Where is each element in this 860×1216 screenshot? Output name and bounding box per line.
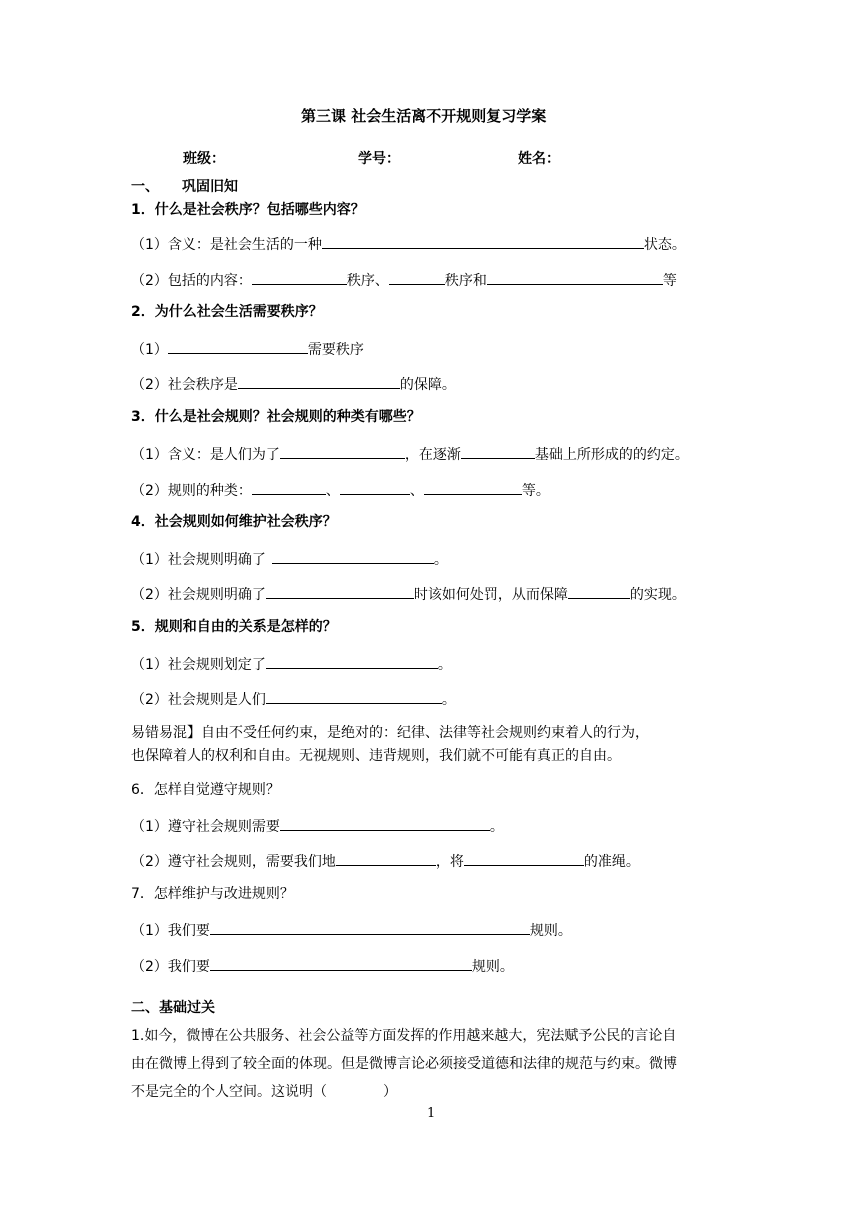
text-segment: 状态。 <box>643 237 686 253</box>
text-segment: （1）遵守社会规则需要 <box>131 819 280 835</box>
paragraph-line-3: 不是完全的个人空间。这说明（ ） <box>131 1084 397 1100</box>
q6-answer-1 <box>131 815 504 837</box>
section1-number: 一、 <box>131 179 159 195</box>
text-segment: （2）社会秩序是 <box>131 377 238 393</box>
text-segment: （2）社会规则是人们 <box>131 692 266 708</box>
q4-answer-1 <box>131 548 448 570</box>
q2-answer-2 <box>131 373 456 395</box>
fill-blank[interactable] <box>461 443 535 459</box>
question-4: 4．社会规则如何维护社会秩序？ <box>131 514 337 530</box>
q6-answer-2 <box>131 850 640 872</box>
fill-blank[interactable] <box>487 269 663 285</box>
text-segment: 。 <box>433 552 448 568</box>
text-segment: （2）包括的内容： <box>131 273 252 289</box>
fill-blank[interactable] <box>238 373 400 389</box>
q2-answer-1 <box>131 338 364 360</box>
text-segment: 基础上所形成的的约定。 <box>534 447 689 463</box>
text-segment: 。 <box>437 657 452 673</box>
q3-answer-1 <box>131 443 689 465</box>
text-segment: 规则。 <box>529 923 572 939</box>
text-segment: 的实现。 <box>629 587 686 603</box>
fill-blank[interactable] <box>252 269 347 285</box>
fill-blank[interactable] <box>424 479 522 495</box>
text-segment: （1）社会规则明确了 <box>131 552 266 568</box>
question-2: 2．为什么社会生活需要秩序？ <box>131 304 323 320</box>
text-segment: （1）含义：是人们为了 <box>131 447 280 463</box>
text-segment: 时该如何处罚，从而保障 <box>413 587 568 603</box>
text-segment: 秩序和 <box>444 273 487 289</box>
q4-answer-2 <box>131 583 686 605</box>
fill-blank[interactable] <box>210 919 530 935</box>
tip-line-1: 易错易混】自由不受任何约束，是绝对的：纪律、法律等社会规则约束着人的行为， <box>131 725 649 741</box>
q7-answer-1 <box>131 919 572 941</box>
text-segment: ，将 <box>435 854 464 870</box>
text-segment: 。 <box>441 692 456 708</box>
text-segment: （1）我们要 <box>131 923 210 939</box>
q5-answer-2 <box>131 688 456 710</box>
section1-heading: 巩固旧知 <box>182 179 238 195</box>
student-id-label: 学号： <box>358 151 400 167</box>
question-1: 1．什么是社会秩序？包括哪些内容？ <box>131 202 365 218</box>
text-segment: （1）含义：是社会生活的一种 <box>131 237 322 253</box>
text-segment: 、 <box>325 483 340 499</box>
text-segment: 秩序、 <box>346 273 389 289</box>
class-label: 班级： <box>183 151 225 167</box>
text-segment: （2）社会规则明确了 <box>131 587 266 603</box>
text-segment: 、 <box>409 483 424 499</box>
q5-answer-1 <box>131 653 452 675</box>
text-segment: ，在逐渐 <box>404 447 461 463</box>
paragraph-line-2: 由在微博上得到了较全面的体现。但是微博言论必须接受道德和法律的规范与约束。微博 <box>131 1056 677 1072</box>
tip-line-2: 也保障着人的权利和自由。无视规则、违背规则，我们就不可能有真正的自由。 <box>131 748 621 764</box>
fill-blank[interactable] <box>266 653 438 669</box>
text-segment: （2）遵守社会规则，需要我们地 <box>131 854 336 870</box>
fill-blank[interactable] <box>464 850 584 866</box>
text-segment: （2）规则的种类： <box>131 483 252 499</box>
fill-blank[interactable] <box>322 233 644 249</box>
fill-blank[interactable] <box>266 583 414 599</box>
text-segment: 的准绳。 <box>583 854 640 870</box>
text-segment: （2）我们要 <box>131 959 210 975</box>
fill-blank[interactable] <box>568 583 630 599</box>
page-number: 1 <box>427 1106 436 1121</box>
question-3: 3．什么是社会规则？社会规则的种类有哪些？ <box>131 409 421 425</box>
fill-blank[interactable] <box>280 443 405 459</box>
text-segment: 的保障。 <box>399 377 456 393</box>
fill-blank[interactable] <box>168 338 308 354</box>
text-segment: （1） <box>131 342 168 358</box>
text-segment: 等 <box>662 273 677 289</box>
section2-heading: 二、基础过关 <box>131 1000 215 1016</box>
fill-blank[interactable] <box>336 850 436 866</box>
fill-blank[interactable] <box>280 815 490 831</box>
text-segment: 需要秩序 <box>307 342 364 358</box>
question-7: 7．怎样维护与改进规则？ <box>131 886 294 902</box>
question-5: 5．规则和自由的关系是怎样的？ <box>131 619 337 635</box>
fill-blank[interactable] <box>210 955 472 971</box>
fill-blank[interactable] <box>252 479 326 495</box>
q3-answer-2 <box>131 479 550 501</box>
text-segment: 等。 <box>521 483 550 499</box>
page-title: 第三课 社会生活离不开规则复习学案 <box>301 107 547 125</box>
paragraph-line-1: 1.如今，微博在公共服务、社会公益等方面发挥的作用越来越大，宪法赋予公民的言论自 <box>131 1028 677 1044</box>
fill-blank[interactable] <box>340 479 410 495</box>
name-label: 姓名： <box>518 151 560 167</box>
text-segment: 。 <box>489 819 504 835</box>
fill-blank[interactable] <box>266 688 442 704</box>
text-segment: （1）社会规则划定了 <box>131 657 266 673</box>
fill-blank[interactable] <box>389 269 445 285</box>
q1-answer-2 <box>131 269 677 291</box>
q7-answer-2 <box>131 955 514 977</box>
q1-answer-1 <box>131 233 686 255</box>
question-6: 6．怎样自觉遵守规则？ <box>131 782 280 798</box>
text-segment: 规则。 <box>471 959 514 975</box>
fill-blank[interactable] <box>272 548 434 564</box>
